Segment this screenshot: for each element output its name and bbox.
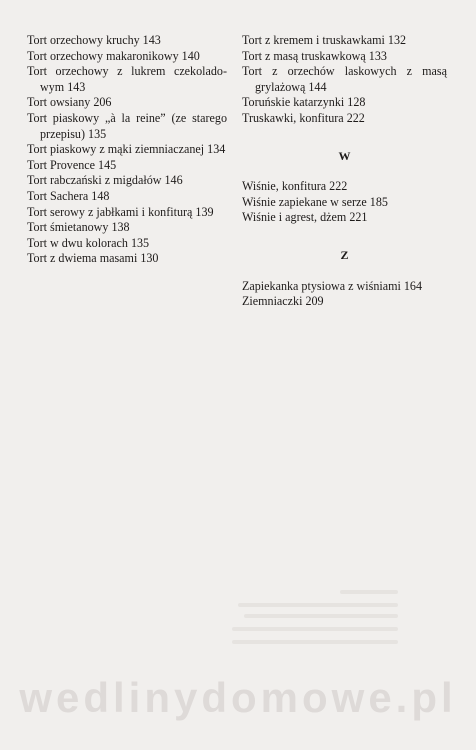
index-entry: Tort piaskowy z mąki ziemniaczanej 134 xyxy=(27,142,226,157)
index-entry: Tort orzechowy z lukrem czekolado-wym 143 xyxy=(27,64,227,94)
index-entry: Wiśnie zapiekane w serze 185 xyxy=(242,194,388,209)
index-entry: Tort owsiany 206 xyxy=(27,95,112,110)
index-entry: Tort z orzechów laskowych z masą grylażową 144 xyxy=(242,64,447,94)
index-entry: Tort orzechowy makaronikowy 140 xyxy=(27,48,200,63)
index-entry: Toruńskie katarzynki 128 xyxy=(242,95,366,110)
section-letter-w: W xyxy=(338,148,351,163)
index-entry: Tort serowy z jabłkami i konfiturą 139 xyxy=(27,204,214,219)
index-entry: Zapiekanka ptysiowa z wiśniami 164 xyxy=(242,278,423,293)
index-left-column xyxy=(27,33,227,267)
index-entry: Tort Provence 145 xyxy=(27,157,117,172)
index-entry: Tort orzechowy kruchy 143 xyxy=(27,33,161,47)
index-entry: Wiśnie i agrest, dżem 221 xyxy=(242,210,368,225)
index-entry: Wiśnie, konfitura 222 xyxy=(242,179,348,194)
index-entry: Truskawki, konfitura 222 xyxy=(242,110,365,125)
index-entry: Tort rabczański z migdałów 146 xyxy=(27,173,183,188)
section-letter-z: Z xyxy=(340,247,349,262)
index-entry: Tort z dwiema masami 130 xyxy=(27,251,159,266)
index-entry: Tort piaskowy „à la reine” (ze starego przepisu) 135 xyxy=(27,110,227,141)
watermark: wedlinydomowe.pl xyxy=(19,674,457,721)
faint-imprint-text xyxy=(0,586,476,656)
index-entry: Ziemniaczki 209 xyxy=(242,294,324,309)
index-entry: Tort w dwu kolorach 135 xyxy=(27,235,150,250)
index-entry: Tort Sachera 148 xyxy=(27,188,110,203)
index-entry: Tort z kremem i truskawkami 132 xyxy=(242,33,407,47)
index-right-column xyxy=(242,33,447,310)
index-entry: Tort z masą truskawkową 133 xyxy=(242,48,387,63)
index-entry: Tort śmietanowy 138 xyxy=(27,220,130,235)
